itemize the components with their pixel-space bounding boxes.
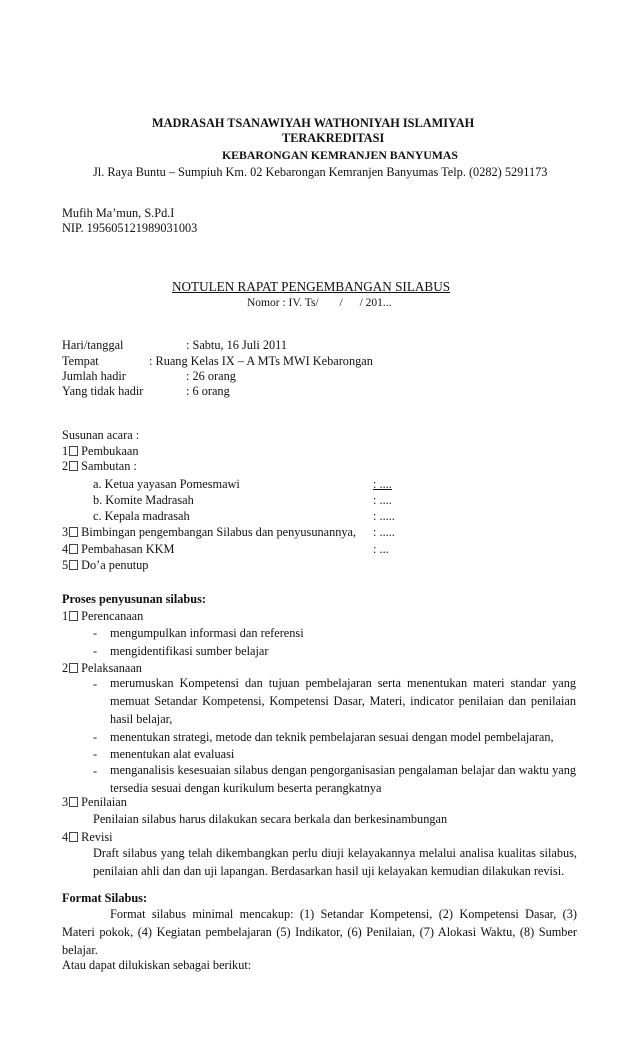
agenda-subitem-value: : ....: [373, 477, 392, 491]
document-title: NOTULEN RAPAT PENGEMBANGAN SILABUS: [172, 279, 451, 294]
info-value: : Ruang Kelas IX – A MTs MWI Kebarongan: [149, 354, 373, 368]
bullet-box-icon: [69, 611, 78, 621]
item-number: 1: [62, 444, 69, 458]
author-nip: NIP. 195605121989031003: [62, 221, 198, 235]
format-heading: Format Silabus:: [62, 891, 148, 905]
bullet-box-icon: [69, 544, 78, 554]
step-label: Pelaksanaan: [81, 661, 142, 675]
agenda-subitem: a. Ketua yayasan Pomesmawi: [93, 477, 240, 491]
process-step: 1 Perencanaan: [62, 609, 144, 623]
bullet-box-icon: [69, 527, 78, 537]
agenda-item-value: : .....: [373, 525, 395, 539]
info-label: Hari/tanggal: [62, 338, 124, 352]
info-label: Yang tidak hadir: [62, 384, 144, 398]
item-text: Pembukaan: [81, 444, 139, 458]
format-text: Format silabus minimal mencakup: (1) Setandar Kompetensi, (2) Kompetensi Dasar, (3) Materi pokok, (4) Kegiatan pembelajaran (5) Indikator, (6) Penilaian, (7) Alokasi Waktu, (8) Sumber belajar.: [62, 907, 577, 957]
info-value: : 6 orang: [186, 384, 230, 398]
agenda-item: [62, 445, 139, 457]
accreditation: TERAKREDITASI: [282, 131, 385, 145]
number-label: Nomor : IV. Ts/: [247, 297, 319, 309]
agenda-item: [62, 460, 137, 472]
step-label: Revisi: [81, 830, 113, 844]
item-number: 3: [62, 525, 69, 539]
school-address: Jl. Raya Buntu – Sumpiuh Km. 02 Kebarongan Kemranjen Banyumas Telp. (0282) 5291173: [93, 165, 548, 179]
process-step: 4 Revisi: [62, 830, 113, 844]
agenda-heading: Susunan acara :: [62, 428, 140, 442]
info-label: Tempat: [62, 354, 99, 368]
agenda-subitem: b. Komite Madrasah: [93, 493, 194, 507]
list-item: menganalisis kesesuaian silabus dengan pengorganisasian pengalaman belajar dan waktu yang tersedia sesuai dengan kurikulum beserta perangkatnya: [110, 763, 576, 795]
step-text: Penilaian silabus harus dilakukan secara berkala dan berkesinambungan: [93, 812, 448, 826]
bullet-box-icon: [69, 446, 78, 456]
format-closing: Atau dapat dilukiskan sebagai berikut:: [62, 958, 252, 972]
bullet-box-icon: [69, 797, 78, 807]
list-item: merumuskan Kompetensi dan tujuan pembelajaran serta menentukan materi standar yang memuat Setandar Kompetensi, Kompetensi Dasar, Materi, indicator penilaian dan penilaian hasil belajar,: [110, 676, 576, 726]
agenda-subitem: c. Kepala madrasah: [93, 509, 190, 523]
list-item: menentukan alat evaluasi: [110, 747, 235, 761]
dash-icon: -: [93, 747, 98, 761]
info-value: : 26 orang: [186, 369, 236, 383]
document-number: [247, 298, 392, 310]
item-text: Sambutan :: [81, 459, 137, 473]
bullet-box-icon: [69, 461, 78, 471]
info-label: Jumlah hadir: [62, 369, 126, 383]
step-label: Penilaian: [81, 795, 127, 809]
school-name: MADRASAH TSANAWIYAH WATHONIYAH ISLAMIYAH: [152, 116, 475, 130]
dash-icon: -: [93, 730, 98, 744]
author-name: Mufih Ma’mun, S.Pd.I: [62, 206, 175, 220]
agenda-item-value: : ...: [373, 542, 389, 556]
item-text: Pembahasan KKM: [81, 542, 175, 556]
item-number: 5: [62, 558, 69, 572]
agenda-item: [62, 543, 174, 555]
dash-icon: -: [93, 764, 98, 778]
item-text: Bimbingan pengembangan Silabus dan penyusunannya,: [81, 525, 357, 539]
school-location: KEBARONGAN KEMRANJEN BANYUMAS: [222, 148, 458, 162]
dash-icon: -: [93, 626, 98, 640]
item-number: 2: [62, 459, 69, 473]
list-item: menentukan strategi, metode dan teknik pembelajaran sesuai dengan model pembelajaran,: [110, 730, 554, 744]
step-label: Perencanaan: [81, 609, 144, 623]
step-text: Draft silabus yang telah dikembangkan perlu diuji kelayakannya melalui analisa kualitas silabus, penilaian ahli dan dan uji lapangan. Berdasarkan hasil uji kelayakan kemudian dilakukan revisi.: [93, 846, 577, 878]
process-heading: Proses penyusunan silabus:: [62, 592, 206, 606]
list-item: mengumpulkan informasi dan referensi: [110, 626, 304, 640]
agenda-subitem-value: : .....: [373, 509, 395, 523]
process-step: 3 Penilaian: [62, 795, 127, 809]
number-separator: /: [339, 297, 343, 309]
number-year: / 201...: [359, 297, 392, 309]
agenda-item: [62, 559, 148, 571]
bullet-box-icon: [69, 663, 78, 673]
dash-icon: -: [93, 677, 98, 691]
item-text: Do’a penutup: [81, 558, 149, 572]
agenda-subitem-value: : ....: [373, 493, 392, 507]
item-number: 4: [62, 542, 69, 556]
bullet-box-icon: [69, 832, 78, 842]
info-value: : Sabtu, 16 Juli 2011: [186, 338, 287, 352]
bullet-box-icon: [69, 560, 78, 570]
list-item: mengidentifikasi sumber belajar: [110, 644, 269, 658]
agenda-item: [62, 526, 356, 538]
dash-icon: -: [93, 644, 98, 658]
process-step: 2 Pelaksanaan: [62, 661, 142, 675]
